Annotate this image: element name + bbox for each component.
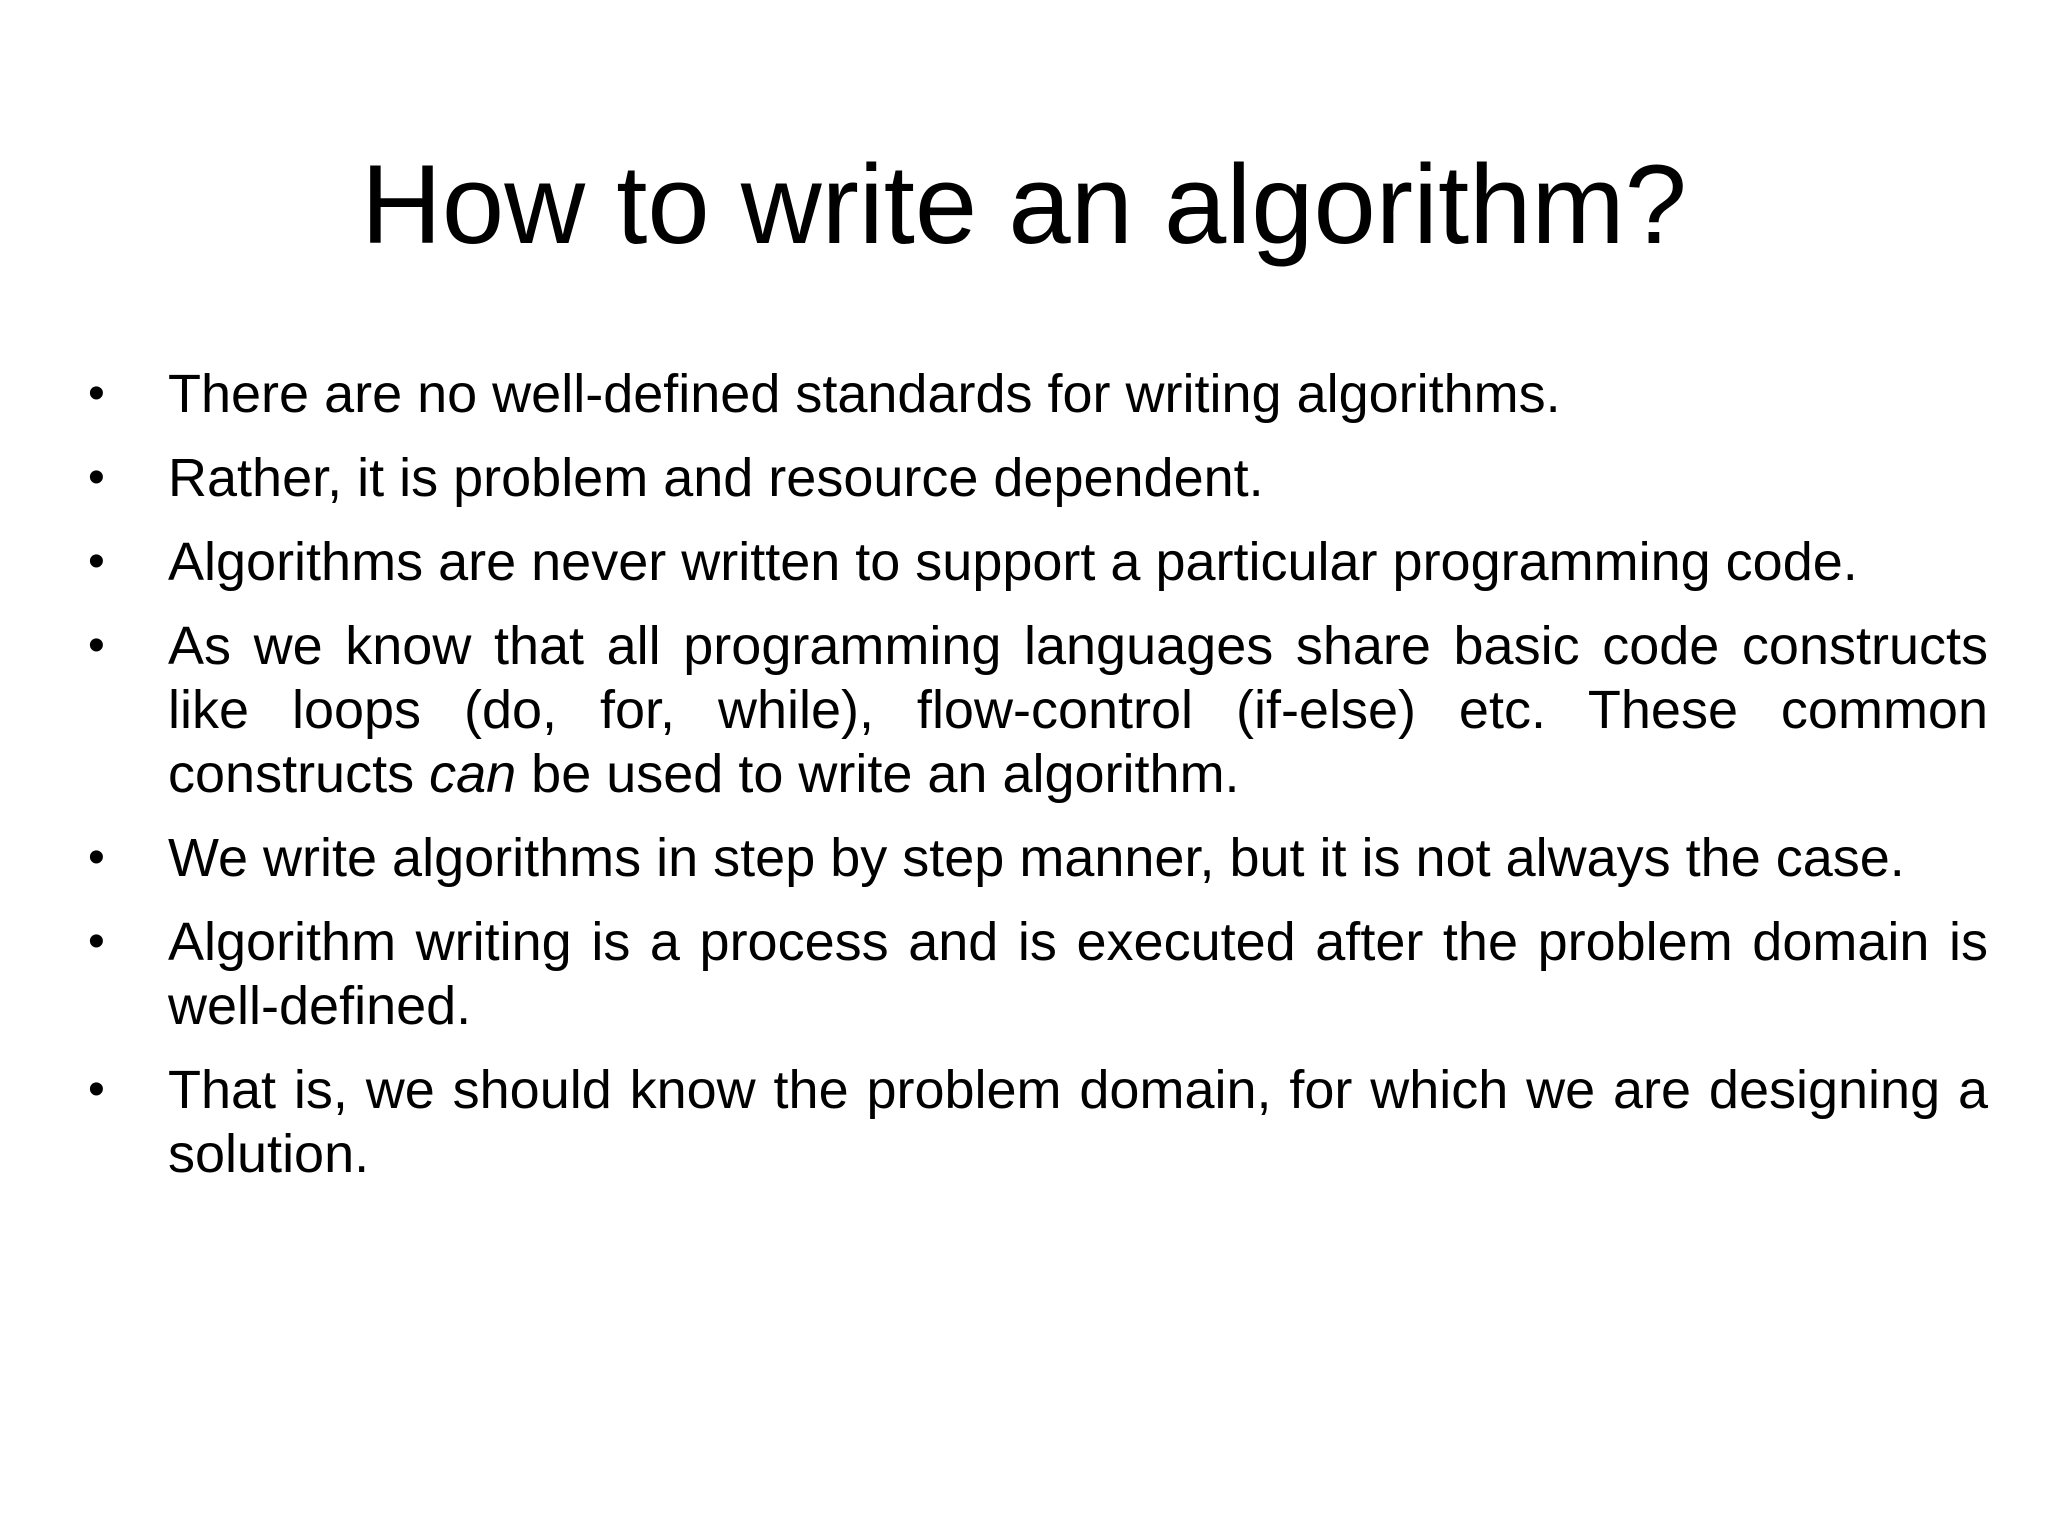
bullet-dot-icon: • (88, 619, 105, 672)
bullet-item (82, 530, 1988, 594)
bullet-text: There are no well-defined standards for writing algorithms. (168, 364, 1561, 424)
bullet-dot-icon: • (88, 1063, 105, 1116)
bullet-text: We write algorithms in step by step manner, but it is not always the case. (168, 828, 1905, 888)
bullet-text: Algorithms are never written to support a particular programming code. (168, 532, 1858, 592)
bullet-item (82, 362, 1988, 426)
bullet-item (82, 1058, 1988, 1186)
bullet-list (82, 362, 1988, 1206)
bullet-item (82, 826, 1988, 890)
bullet-item (82, 910, 1988, 1038)
bullet-item (82, 614, 1988, 806)
bullet-item (82, 446, 1988, 510)
bullet-text-emphasis: can (429, 744, 517, 804)
bullet-text-before: As we know that all programming languages share basic code constructs like loops (do, for, while), flow-control (if-else) etc. These common constructs (168, 616, 1988, 804)
bullet-dot-icon: • (88, 535, 105, 588)
bullet-text: Rather, it is problem and resource dependent. (168, 448, 1264, 508)
bullet-dot-icon: • (88, 451, 105, 504)
bullet-text: That is, we should know the problem domain, for which we are designing a solution. (168, 1060, 1988, 1184)
bullet-dot-icon: • (88, 831, 105, 884)
slide-title: How to write an algorithm? (361, 142, 1687, 267)
bullet-dot-icon: • (88, 915, 105, 968)
bullet-text-after: be used to write an algorithm. (516, 744, 1240, 804)
bullet-text: Algorithm writing is a process and is executed after the problem domain is well-defined. (168, 912, 1988, 1036)
bullet-dot-icon: • (88, 367, 105, 420)
